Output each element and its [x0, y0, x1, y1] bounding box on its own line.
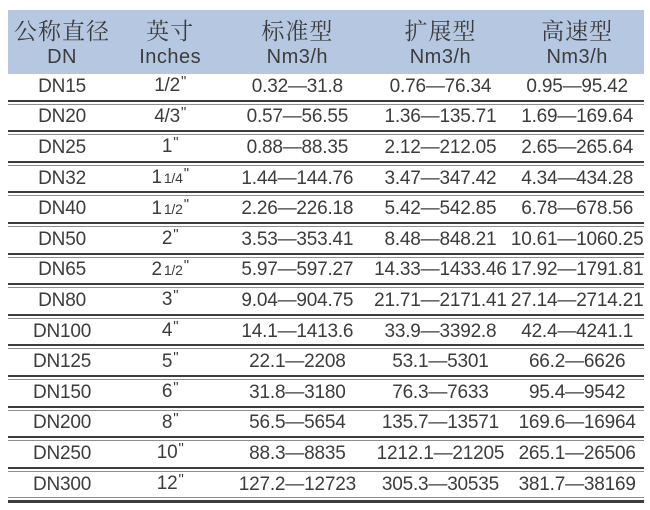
header-high-speed-zh: 高速型	[541, 17, 614, 44]
high-speed-range-cell: 381.7—38169	[518, 473, 636, 495]
row-separator	[8, 191, 644, 196]
inches-cell	[116, 74, 224, 99]
inches-cell	[116, 411, 224, 436]
header-inches-en: Inches	[139, 45, 202, 68]
header-col-standard	[224, 10, 370, 74]
standard-range-cell: 5.97—597.27	[241, 259, 354, 281]
extended-range-cell: 33.9—3392.8	[384, 320, 497, 342]
extended-range-cell: 5.42—542.85	[384, 198, 497, 220]
extended-range-cell: 53.1—5301	[392, 351, 489, 373]
inches-cell	[116, 197, 224, 222]
extended-range-cell: 2.12—212.05	[384, 136, 497, 158]
inch-unit-mark: "	[181, 73, 187, 91]
table-row	[8, 411, 644, 437]
dn-cell: DN20	[38, 106, 86, 128]
extended-range-cell: 0.76—76.34	[389, 75, 492, 97]
high-speed-range-cell: 17.92—1791.81	[510, 259, 644, 281]
inches-cell	[116, 319, 224, 344]
dn-cell: DN200	[32, 412, 92, 434]
inches-cell	[116, 380, 224, 405]
high-speed-range-cell: 1.69—169.64	[521, 106, 634, 128]
inch-unit-mark: "	[173, 226, 179, 244]
standard-range-cell: 0.88—88.35	[246, 136, 349, 158]
row-separator	[8, 436, 644, 441]
dn-cell: DN15	[38, 75, 86, 97]
inch-value: 1	[151, 197, 162, 219]
high-speed-range-cell: 10.61—1060.25	[510, 228, 644, 250]
inch-fraction: 1/4	[163, 170, 183, 187]
row-separator	[8, 161, 644, 166]
standard-range-cell: 88.3—8835	[249, 442, 346, 464]
header-col-inches	[116, 10, 224, 74]
inches-cell	[116, 105, 224, 130]
table-row	[8, 196, 644, 222]
high-speed-range-cell: 66.2—6626	[528, 351, 626, 373]
inch-unit-mark: "	[173, 348, 179, 366]
dn-cell: DN100	[32, 320, 92, 342]
inch-value: 1/2	[154, 75, 181, 97]
extended-range-cell: 1.36—135.71	[384, 106, 497, 128]
inch-unit-mark: "	[178, 471, 184, 489]
table-header	[8, 10, 644, 74]
row-separator	[8, 283, 644, 288]
standard-range-cell: 1.44—144.76	[241, 167, 354, 189]
row-separator	[8, 222, 644, 227]
standard-range-cell: 22.1—2208	[249, 351, 346, 373]
inch-value: 3	[161, 289, 173, 311]
high-speed-range-cell: 42.4—4241.1	[521, 320, 634, 342]
table-row	[8, 380, 644, 406]
table-body	[8, 74, 644, 503]
inch-unit-mark: "	[173, 287, 179, 305]
inch-value: 8	[161, 411, 173, 433]
inches-cell	[116, 227, 224, 252]
table-row	[8, 288, 644, 314]
dn-cell: DN65	[38, 259, 86, 281]
extended-range-cell: 135.7—13571	[381, 412, 500, 434]
standard-range-cell: 3.53—353.41	[241, 228, 354, 250]
header-col-high-speed	[510, 10, 644, 74]
dn-cell: DN32	[38, 167, 86, 189]
inch-fraction: 1/2	[163, 200, 183, 217]
header-col-dn	[8, 10, 116, 74]
row-separator	[8, 375, 644, 380]
inch-unit-mark: "	[183, 256, 189, 274]
inch-fraction: 1/2	[163, 261, 183, 278]
header-inches-zh: 英寸	[146, 17, 195, 44]
high-speed-range-cell: 169.6—16964	[518, 412, 636, 434]
standard-range-cell: 31.8—3180	[249, 381, 346, 403]
inch-unit-mark: "	[173, 134, 179, 152]
high-speed-range-cell: 265.1—26506	[518, 442, 636, 464]
high-speed-range-cell: 0.95—95.42	[526, 75, 628, 97]
extended-range-cell: 14.33—1433.46	[374, 259, 507, 281]
inch-unit-mark: "	[173, 379, 179, 397]
high-speed-range-cell: 2.65—265.64	[521, 136, 634, 158]
table-row	[8, 74, 644, 100]
flow-rate-spec-table	[8, 10, 644, 503]
extended-range-cell: 8.48—848.21	[384, 228, 497, 250]
row-separator	[8, 253, 644, 258]
inch-value: 4	[161, 320, 173, 342]
table-row	[8, 319, 644, 345]
dn-cell: DN300	[32, 473, 92, 495]
header-dn-zh: 公称直径	[14, 17, 111, 44]
table-row	[8, 441, 644, 467]
standard-range-cell: 127.2—12723	[238, 473, 356, 495]
dn-cell: DN40	[38, 198, 86, 220]
header-high-speed-unit: Nm3/h	[546, 45, 608, 68]
inch-value: 10	[156, 442, 178, 464]
table-row	[8, 105, 644, 131]
inch-unit-mark: "	[181, 103, 187, 121]
standard-range-cell: 0.57—56.55	[246, 106, 349, 128]
table-row	[8, 472, 644, 498]
inch-unit-mark: "	[173, 318, 179, 336]
high-speed-range-cell: 4.34—434.28	[521, 167, 634, 189]
table-row	[8, 258, 644, 284]
dn-cell: DN50	[38, 228, 86, 250]
inch-value: 5	[161, 350, 173, 372]
standard-range-cell: 9.04—904.75	[241, 289, 354, 311]
row-separator	[8, 130, 644, 135]
row-separator	[8, 344, 644, 349]
inches-cell	[116, 350, 224, 375]
extended-range-cell: 3.47—347.42	[384, 167, 497, 189]
table-row	[8, 135, 644, 161]
extended-range-cell: 76.3—7633	[392, 381, 489, 403]
header-standard-unit: Nm3/h	[266, 45, 329, 68]
header-dn-en: DN	[47, 45, 77, 68]
inches-cell	[116, 288, 224, 313]
high-speed-range-cell: 6.78—678.56	[521, 198, 634, 220]
inch-unit-mark: "	[178, 440, 184, 458]
header-extended-unit: Nm3/h	[409, 45, 472, 68]
row-separator	[8, 100, 644, 105]
row-separator	[8, 467, 644, 472]
dn-cell: DN125	[32, 351, 92, 373]
inches-cell	[116, 135, 224, 160]
extended-range-cell: 21.71—2171.41	[374, 289, 507, 311]
table-row	[8, 227, 644, 253]
high-speed-range-cell: 27.14—2714.21	[510, 289, 644, 311]
inches-cell	[116, 258, 224, 283]
dn-cell: DN25	[38, 136, 86, 158]
inch-value: 1	[161, 136, 173, 158]
high-speed-range-cell: 95.4—9542	[528, 381, 626, 403]
inches-cell	[116, 441, 224, 466]
inch-value: 6	[161, 381, 173, 403]
table-row	[8, 349, 644, 375]
standard-range-cell: 14.1—1413.6	[241, 320, 354, 342]
row-separator	[8, 314, 644, 319]
inch-unit-mark: "	[173, 409, 179, 427]
header-extended-zh: 扩展型	[404, 17, 477, 44]
inch-value: 1	[151, 167, 162, 189]
table-row	[8, 166, 644, 192]
header-standard-zh: 标准型	[261, 17, 334, 44]
inch-value: 12	[156, 473, 178, 495]
dn-cell: DN80	[38, 289, 86, 311]
extended-range-cell: 1212.1—21205	[376, 442, 505, 464]
inch-unit-mark: "	[183, 165, 189, 183]
inch-value: 4/3	[154, 105, 181, 127]
dn-cell: DN250	[32, 442, 92, 464]
standard-range-cell: 2.26—226.18	[241, 198, 354, 220]
dn-cell: DN150	[32, 381, 92, 403]
inches-cell	[116, 166, 224, 191]
row-separator	[8, 406, 644, 411]
inch-unit-mark: "	[183, 195, 189, 213]
extended-range-cell: 305.3—30535	[381, 473, 500, 495]
table-bottom-rule	[8, 497, 644, 503]
inch-value: 2	[151, 258, 162, 280]
inch-value: 2	[161, 228, 173, 250]
standard-range-cell: 0.32—31.8	[251, 75, 343, 97]
header-col-extended	[370, 10, 510, 74]
standard-range-cell: 56.5—5654	[249, 412, 346, 434]
inches-cell	[116, 472, 224, 497]
